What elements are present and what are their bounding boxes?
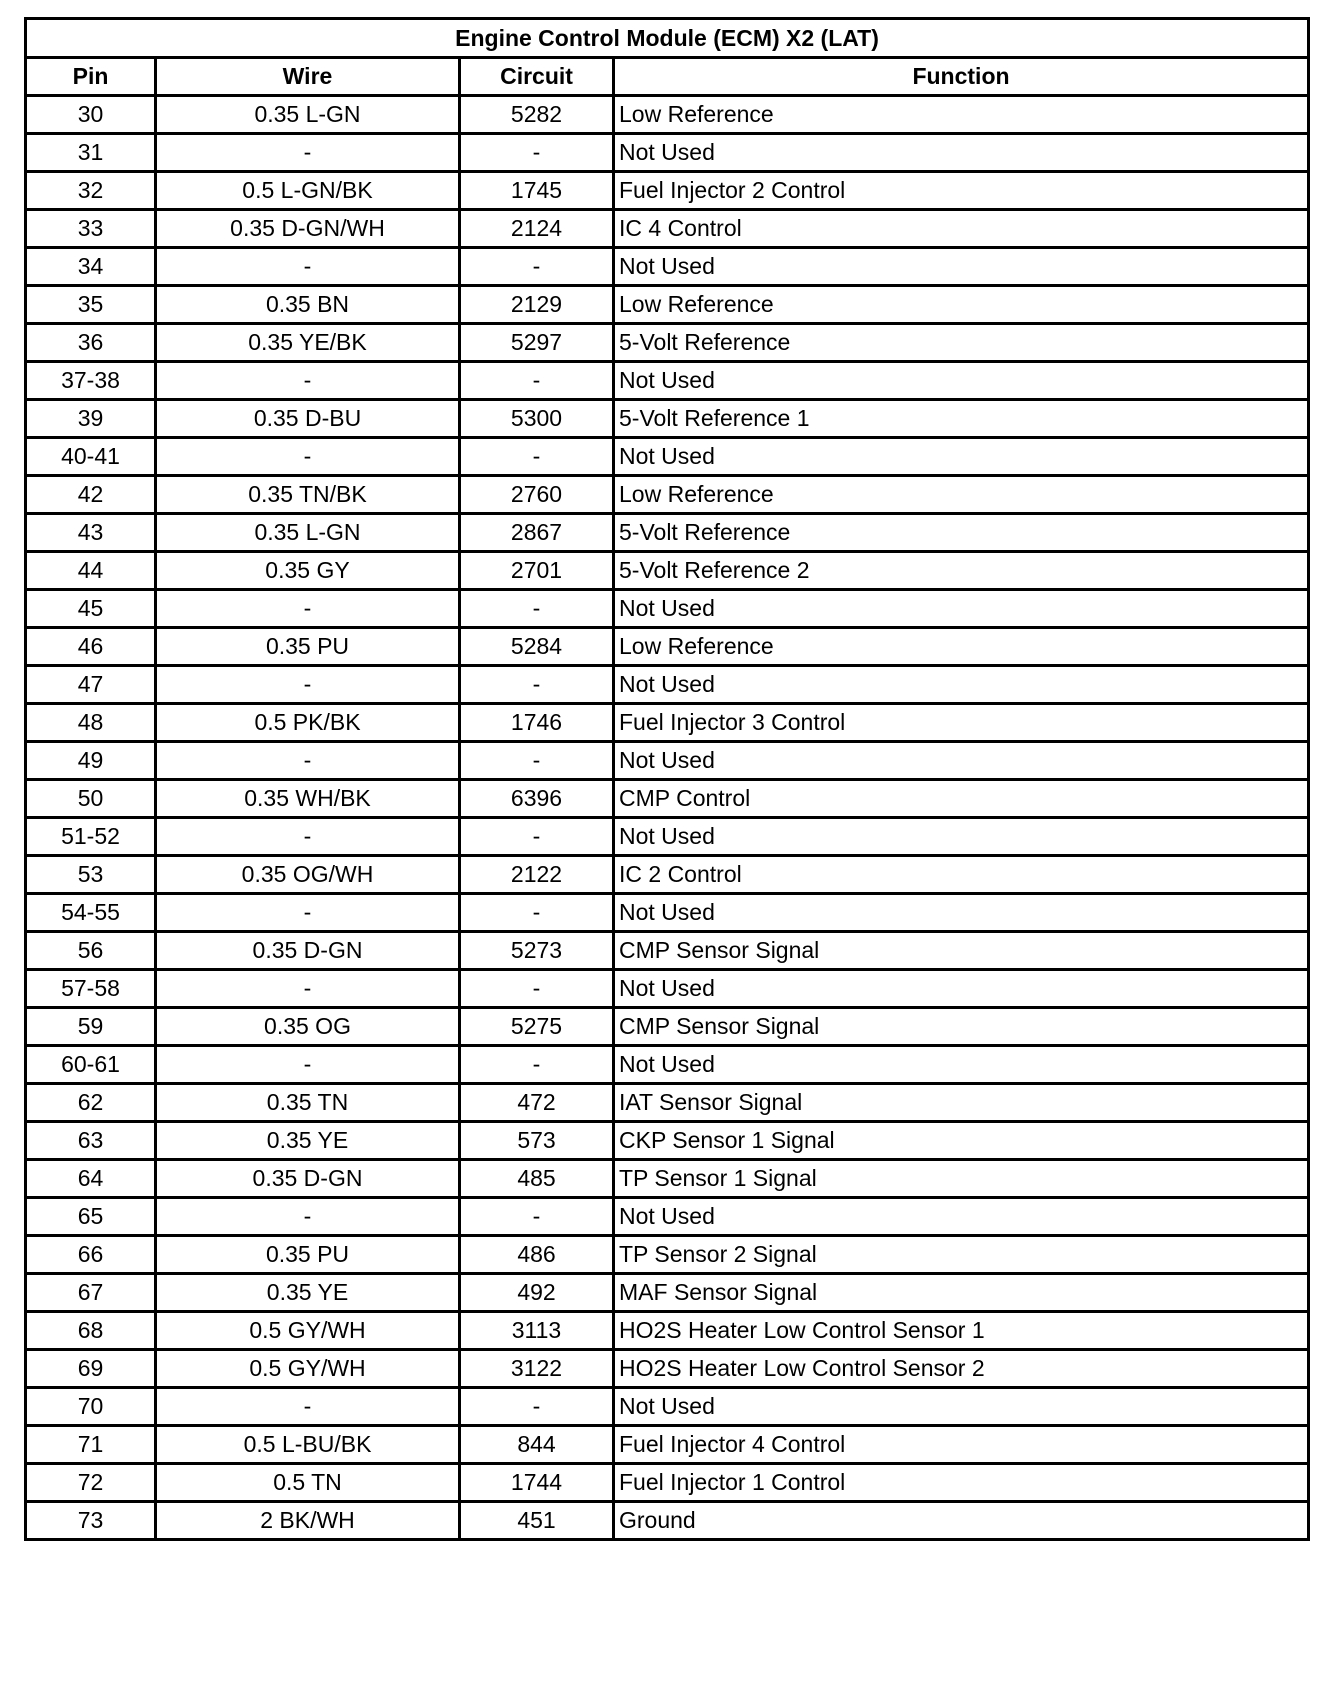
pin-cell: 40-41 xyxy=(26,438,156,476)
circuit-cell: 573 xyxy=(460,1122,614,1160)
table-body xyxy=(26,96,1309,1540)
wire-cell: 0.35 PU xyxy=(156,1236,460,1274)
table-row xyxy=(26,476,1309,514)
pin-cell: 53 xyxy=(26,856,156,894)
table-row xyxy=(26,514,1309,552)
table-row xyxy=(26,1046,1309,1084)
table-row xyxy=(26,400,1309,438)
pin-cell: 37-38 xyxy=(26,362,156,400)
pin-cell: 72 xyxy=(26,1464,156,1502)
wire-cell: - xyxy=(156,438,460,476)
function-cell: Not Used xyxy=(614,1046,1309,1084)
pin-cell: 68 xyxy=(26,1312,156,1350)
wire-cell: - xyxy=(156,362,460,400)
pin-cell: 59 xyxy=(26,1008,156,1046)
wire-cell: 0.35 L-GN xyxy=(156,514,460,552)
pin-cell: 44 xyxy=(26,552,156,590)
circuit-cell: 844 xyxy=(460,1426,614,1464)
wire-cell: 0.35 WH/BK xyxy=(156,780,460,818)
wire-cell: - xyxy=(156,818,460,856)
function-cell: Low Reference xyxy=(614,628,1309,666)
pin-cell: 45 xyxy=(26,590,156,628)
circuit-cell: 5300 xyxy=(460,400,614,438)
table-row xyxy=(26,1008,1309,1046)
table-row xyxy=(26,210,1309,248)
function-cell: Not Used xyxy=(614,1198,1309,1236)
table-row xyxy=(26,1426,1309,1464)
table-row xyxy=(26,894,1309,932)
wire-cell: 0.35 BN xyxy=(156,286,460,324)
table-row xyxy=(26,438,1309,476)
table-row xyxy=(26,1236,1309,1274)
function-cell: Not Used xyxy=(614,894,1309,932)
circuit-cell: - xyxy=(460,666,614,704)
function-cell: Not Used xyxy=(614,742,1309,780)
pin-cell: 30 xyxy=(26,96,156,134)
wire-cell: - xyxy=(156,1046,460,1084)
table-row xyxy=(26,1350,1309,1388)
table-row xyxy=(26,780,1309,818)
wire-cell: 2 BK/WH xyxy=(156,1502,460,1540)
circuit-cell: 2122 xyxy=(460,856,614,894)
table-row xyxy=(26,324,1309,362)
circuit-cell: - xyxy=(460,742,614,780)
table-row xyxy=(26,1274,1309,1312)
table-row xyxy=(26,1312,1309,1350)
circuit-cell: 2867 xyxy=(460,514,614,552)
wire-cell: 0.5 PK/BK xyxy=(156,704,460,742)
pin-cell: 67 xyxy=(26,1274,156,1312)
circuit-cell: 5275 xyxy=(460,1008,614,1046)
circuit-cell: - xyxy=(460,1046,614,1084)
pin-cell: 46 xyxy=(26,628,156,666)
function-cell: 5-Volt Reference 1 xyxy=(614,400,1309,438)
wire-cell: 0.35 D-BU xyxy=(156,400,460,438)
pin-cell: 65 xyxy=(26,1198,156,1236)
pin-cell: 62 xyxy=(26,1084,156,1122)
table-row xyxy=(26,362,1309,400)
wire-cell: 0.35 D-GN xyxy=(156,1160,460,1198)
function-cell: Not Used xyxy=(614,590,1309,628)
wire-cell: 0.35 OG/WH xyxy=(156,856,460,894)
function-cell: Fuel Injector 1 Control xyxy=(614,1464,1309,1502)
function-cell: Fuel Injector 4 Control xyxy=(614,1426,1309,1464)
table-row xyxy=(26,856,1309,894)
table-row xyxy=(26,1388,1309,1426)
circuit-cell: 486 xyxy=(460,1236,614,1274)
pin-cell: 33 xyxy=(26,210,156,248)
pin-cell: 54-55 xyxy=(26,894,156,932)
table-title-row xyxy=(26,19,1309,58)
function-cell: Not Used xyxy=(614,438,1309,476)
function-cell: Low Reference xyxy=(614,96,1309,134)
pin-cell: 60-61 xyxy=(26,1046,156,1084)
wire-cell: 0.35 PU xyxy=(156,628,460,666)
table-row xyxy=(26,932,1309,970)
function-cell: Not Used xyxy=(614,970,1309,1008)
function-cell: Not Used xyxy=(614,818,1309,856)
wire-cell: 0.35 YE xyxy=(156,1122,460,1160)
function-cell: Ground xyxy=(614,1502,1309,1540)
function-cell: 5-Volt Reference xyxy=(614,324,1309,362)
pin-cell: 69 xyxy=(26,1350,156,1388)
table-row xyxy=(26,134,1309,172)
circuit-cell: 1744 xyxy=(460,1464,614,1502)
table-row xyxy=(26,248,1309,286)
function-cell: HO2S Heater Low Control Sensor 1 xyxy=(614,1312,1309,1350)
function-cell: 5-Volt Reference xyxy=(614,514,1309,552)
wire-cell: 0.5 L-GN/BK xyxy=(156,172,460,210)
pin-cell: 57-58 xyxy=(26,970,156,1008)
table-row xyxy=(26,628,1309,666)
circuit-cell: 451 xyxy=(460,1502,614,1540)
wire-cell: 0.35 TN xyxy=(156,1084,460,1122)
table-row xyxy=(26,666,1309,704)
circuit-cell: - xyxy=(460,970,614,1008)
function-cell: 5-Volt Reference 2 xyxy=(614,552,1309,590)
circuit-cell: 472 xyxy=(460,1084,614,1122)
wire-cell: 0.35 D-GN xyxy=(156,932,460,970)
pin-cell: 63 xyxy=(26,1122,156,1160)
wire-cell: - xyxy=(156,1388,460,1426)
function-cell: HO2S Heater Low Control Sensor 2 xyxy=(614,1350,1309,1388)
pin-cell: 50 xyxy=(26,780,156,818)
circuit-cell: - xyxy=(460,1388,614,1426)
pin-cell: 34 xyxy=(26,248,156,286)
circuit-cell: 1746 xyxy=(460,704,614,742)
circuit-cell: 2124 xyxy=(460,210,614,248)
wire-cell: - xyxy=(156,1198,460,1236)
pin-cell: 48 xyxy=(26,704,156,742)
circuit-cell: - xyxy=(460,248,614,286)
wire-cell: 0.5 TN xyxy=(156,1464,460,1502)
circuit-cell: 2129 xyxy=(460,286,614,324)
wire-cell: 0.35 GY xyxy=(156,552,460,590)
function-cell: CKP Sensor 1 Signal xyxy=(614,1122,1309,1160)
pin-cell: 39 xyxy=(26,400,156,438)
wire-cell: 0.35 D-GN/WH xyxy=(156,210,460,248)
function-cell: Low Reference xyxy=(614,476,1309,514)
wire-cell: 0.5 GY/WH xyxy=(156,1312,460,1350)
wire-cell: - xyxy=(156,590,460,628)
wire-cell: - xyxy=(156,970,460,1008)
table-row xyxy=(26,742,1309,780)
table-row xyxy=(26,1122,1309,1160)
pin-column-header: Pin xyxy=(26,58,156,96)
function-cell: MAF Sensor Signal xyxy=(614,1274,1309,1312)
wire-cell: 0.35 TN/BK xyxy=(156,476,460,514)
wire-cell: - xyxy=(156,666,460,704)
pin-cell: 42 xyxy=(26,476,156,514)
function-cell: IC 2 Control xyxy=(614,856,1309,894)
circuit-cell: - xyxy=(460,590,614,628)
wire-cell: - xyxy=(156,248,460,286)
circuit-column-header: Circuit xyxy=(460,58,614,96)
circuit-cell: - xyxy=(460,818,614,856)
circuit-cell: 492 xyxy=(460,1274,614,1312)
table-row xyxy=(26,1084,1309,1122)
function-cell: IC 4 Control xyxy=(614,210,1309,248)
pin-cell: 51-52 xyxy=(26,818,156,856)
wire-cell: - xyxy=(156,134,460,172)
table-row xyxy=(26,1502,1309,1540)
function-cell: Not Used xyxy=(614,666,1309,704)
connector-table-container xyxy=(24,17,1307,1541)
pin-cell: 31 xyxy=(26,134,156,172)
table-row xyxy=(26,1160,1309,1198)
table-row xyxy=(26,1198,1309,1236)
pin-cell: 35 xyxy=(26,286,156,324)
circuit-cell: - xyxy=(460,438,614,476)
pin-cell: 47 xyxy=(26,666,156,704)
table-row xyxy=(26,1464,1309,1502)
function-cell: Not Used xyxy=(614,134,1309,172)
table-row xyxy=(26,96,1309,134)
pin-cell: 73 xyxy=(26,1502,156,1540)
function-cell: Fuel Injector 2 Control xyxy=(614,172,1309,210)
circuit-cell: 5284 xyxy=(460,628,614,666)
wire-cell: - xyxy=(156,894,460,932)
circuit-cell: 5273 xyxy=(460,932,614,970)
pin-cell: 56 xyxy=(26,932,156,970)
connector-pinout-table xyxy=(24,17,1310,1541)
function-cell: Low Reference xyxy=(614,286,1309,324)
circuit-cell: - xyxy=(460,134,614,172)
function-cell: CMP Control xyxy=(614,780,1309,818)
circuit-cell: 3122 xyxy=(460,1350,614,1388)
circuit-cell: - xyxy=(460,362,614,400)
circuit-cell: 3113 xyxy=(460,1312,614,1350)
circuit-cell: 1745 xyxy=(460,172,614,210)
wire-cell: 0.5 L-BU/BK xyxy=(156,1426,460,1464)
wire-cell: 0.35 YE/BK xyxy=(156,324,460,362)
table-row xyxy=(26,704,1309,742)
function-cell: Not Used xyxy=(614,1388,1309,1426)
pin-cell: 43 xyxy=(26,514,156,552)
wire-cell: 0.35 L-GN xyxy=(156,96,460,134)
circuit-cell: 485 xyxy=(460,1160,614,1198)
pin-cell: 66 xyxy=(26,1236,156,1274)
table-row xyxy=(26,818,1309,856)
circuit-cell: 2701 xyxy=(460,552,614,590)
pin-cell: 71 xyxy=(26,1426,156,1464)
function-cell: IAT Sensor Signal xyxy=(614,1084,1309,1122)
wire-column-header: Wire xyxy=(156,58,460,96)
function-cell: CMP Sensor Signal xyxy=(614,1008,1309,1046)
table-row xyxy=(26,172,1309,210)
function-cell: Fuel Injector 3 Control xyxy=(614,704,1309,742)
function-cell: CMP Sensor Signal xyxy=(614,932,1309,970)
circuit-cell: 5282 xyxy=(460,96,614,134)
circuit-cell: - xyxy=(460,1198,614,1236)
table-row xyxy=(26,970,1309,1008)
table-header-row xyxy=(26,58,1309,96)
pin-cell: 36 xyxy=(26,324,156,362)
table-row xyxy=(26,590,1309,628)
function-cell: Not Used xyxy=(614,248,1309,286)
wire-cell: 0.35 OG xyxy=(156,1008,460,1046)
table-row xyxy=(26,552,1309,590)
function-cell: TP Sensor 2 Signal xyxy=(614,1236,1309,1274)
pin-cell: 70 xyxy=(26,1388,156,1426)
circuit-cell: 5297 xyxy=(460,324,614,362)
table-row xyxy=(26,286,1309,324)
function-column-header: Function xyxy=(614,58,1309,96)
wire-cell: 0.5 GY/WH xyxy=(156,1350,460,1388)
circuit-cell: 6396 xyxy=(460,780,614,818)
function-cell: TP Sensor 1 Signal xyxy=(614,1160,1309,1198)
pin-cell: 49 xyxy=(26,742,156,780)
pin-cell: 64 xyxy=(26,1160,156,1198)
wire-cell: - xyxy=(156,742,460,780)
wire-cell: 0.35 YE xyxy=(156,1274,460,1312)
table-title: Engine Control Module (ECM) X2 (LAT) xyxy=(26,19,1309,58)
circuit-cell: - xyxy=(460,894,614,932)
pin-cell: 32 xyxy=(26,172,156,210)
function-cell: Not Used xyxy=(614,362,1309,400)
circuit-cell: 2760 xyxy=(460,476,614,514)
